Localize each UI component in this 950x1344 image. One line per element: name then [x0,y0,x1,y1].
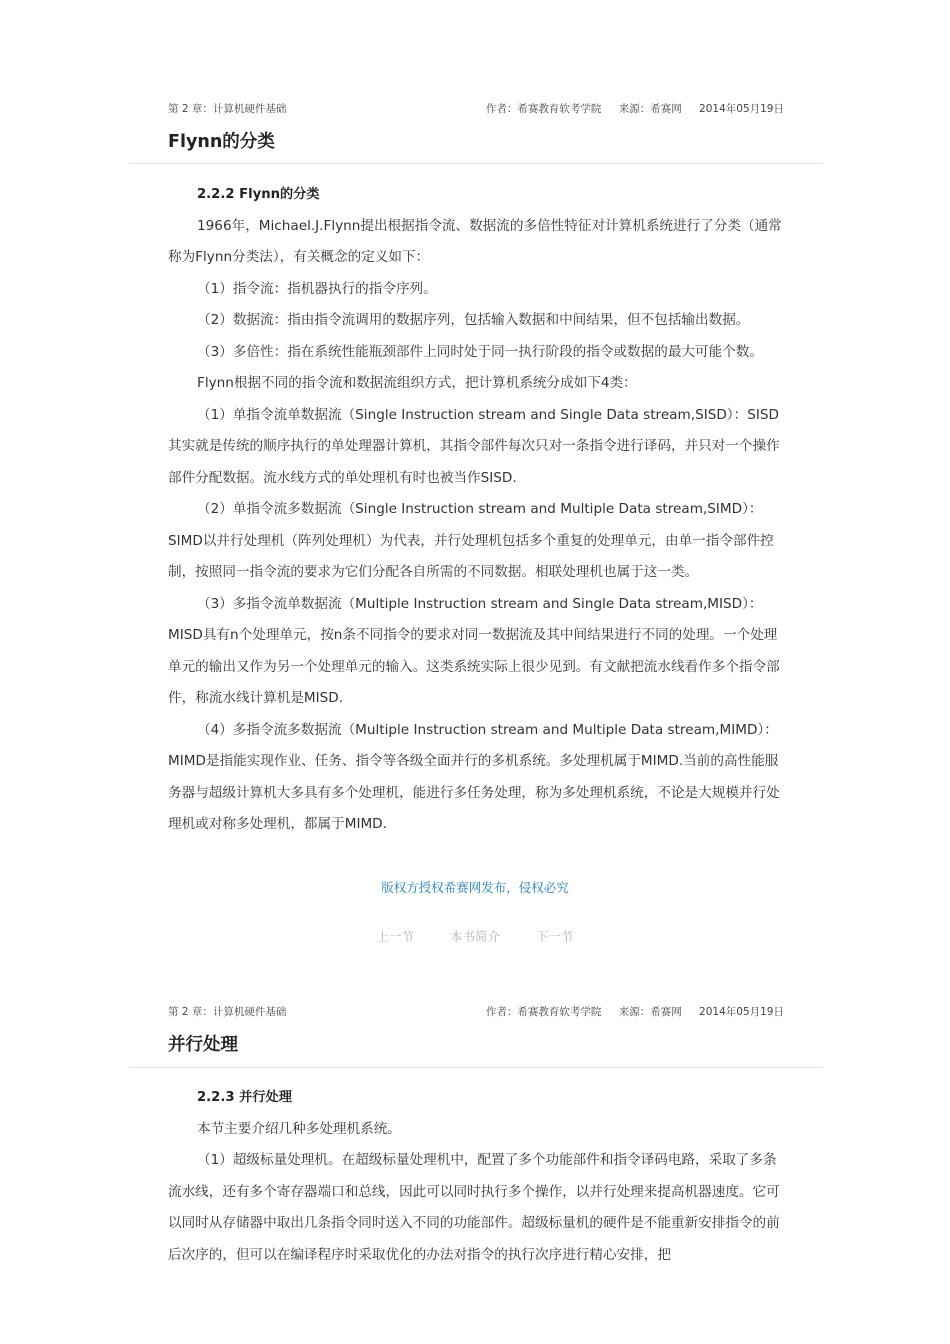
paragraph: （2）单指令流多数据流（Single Instruction stream and Multiple Data stream,SIMD）：SIMD以并行处理机（阵列处理机）为代表，并行处理机包括多个重复的处理单元，由单一指令部件控制，按照同一指令流的要求为它们分配各自所需的不同数据。相联处理机也属于这一类。 [168,501,774,580]
date-label: 2014年05月19日 [699,1006,784,1018]
prev-section-link[interactable]: 上一节 [376,929,414,944]
paragraph: Flynn根据不同的指令流和数据流组织方式，把计算机系统分成如下4类： [197,375,637,391]
section-subtitle: 2.2.3 并行处理 [197,1090,292,1105]
pagination-nav [0,927,950,945]
article-body [168,179,786,841]
date-label: 2014年05月19日 [699,103,784,115]
source-label: 来源：希赛网 [618,103,682,115]
article-info [472,101,784,116]
paragraph: （3）多倍性：指在系统性能瓶颈部件上同时处于同一执行阶段的指令或数据的最大可能个数。 [197,343,763,360]
paragraph: （4）多指令流多数据流（Multiple Instruction stream and Multiple Data stream,MIMD）：MIMD是指能实现作业、任务、指令等各级全面并行的多机系统。多处理机属于MIMD.当前的高性能服务器与超级计算机大多具有多个处理机，能进行多任务处理，称为多处理机系统，不论是大规模并行处理机或对称多处理机，都属于MIMD. [168,721,780,832]
paragraph: 1966年，Michael.J.Flynn提出根据指令流、数据流的多倍性特征对计算机系统进行了分类（通常称为Flynn分类法），有关概念的定义如下： [168,217,782,265]
book-intro-link[interactable]: 本书简介 [449,929,500,944]
paragraph: （1）指令流：指机器执行的指令序列。 [197,280,437,297]
article-body [168,1082,786,1271]
article-title: 并行处理 [168,1035,238,1055]
paragraph: （1）单指令流单数据流（Single Instruction stream and Single Data stream,SISD）：SISD其实就是传统的顺序执行的单处理器计算机，其指令部件每次只对一条指令进行译码，并只对一个操作部件分配数据。流水线方式的单处理机有时也被当作SISD. [168,406,780,486]
author-label: 作者：希赛教育软考学院 [485,1006,602,1018]
paragraph: 本节主要介绍几种多处理机系统。 [197,1120,401,1137]
paragraph: （2）数据流：指由指令流调用的数据序列，包括输入数据和中间结果，但不包括输出数据。 [197,312,750,328]
author-label: 作者：希赛教育软考学院 [485,103,602,115]
article-header [168,1004,784,1056]
article-header [168,101,784,153]
source-label: 来源：希赛网 [618,1006,682,1018]
chapter-label: 第 2 章：计算机硬件基础 [168,103,287,115]
paragraph: （1）超级标量处理机。在超级标量处理机中，配置了多个功能部件和指令译码电路，采取了多条流水线，还有多个寄存器端口和总线，因此可以同时执行多个操作，以并行处理来提高机器速度。它可以同时从存储器中取出几条指令同时送入不同的功能部件。超级标量机的硬件是不能重新安排指令的前后次序的，但可以在编译程序时采取优化的办法对指令的执行次序进行精心安排，把 [168,1152,780,1263]
section-subtitle: 2.2.2 Flynn的分类 [197,187,320,202]
article-info [472,1004,784,1019]
divider [129,1067,822,1068]
copyright-notice: 版权方授权希赛网发布，侵权必究 [381,880,569,895]
paragraph: （3）多指令流单数据流（Multiple Instruction stream and Single Data stream,MISD）：MISD具有n个处理单元，按n条不同指令的要求对同一数据流及其中间结果进行不同的处理。一个处理单元的输出又作为另一个处理单元的输入。这类系统实际上很少见到。有文献把流水线看作多个指令部件，称流水线计算机是MISD. [168,595,780,706]
article-meta [168,1004,784,1022]
article-title: Flynn的分类 [168,132,275,152]
next-section-link[interactable]: 下一节 [535,929,574,944]
chapter-label: 第 2 章：计算机硬件基础 [168,1006,287,1018]
article-meta [168,101,784,119]
divider [129,163,822,164]
